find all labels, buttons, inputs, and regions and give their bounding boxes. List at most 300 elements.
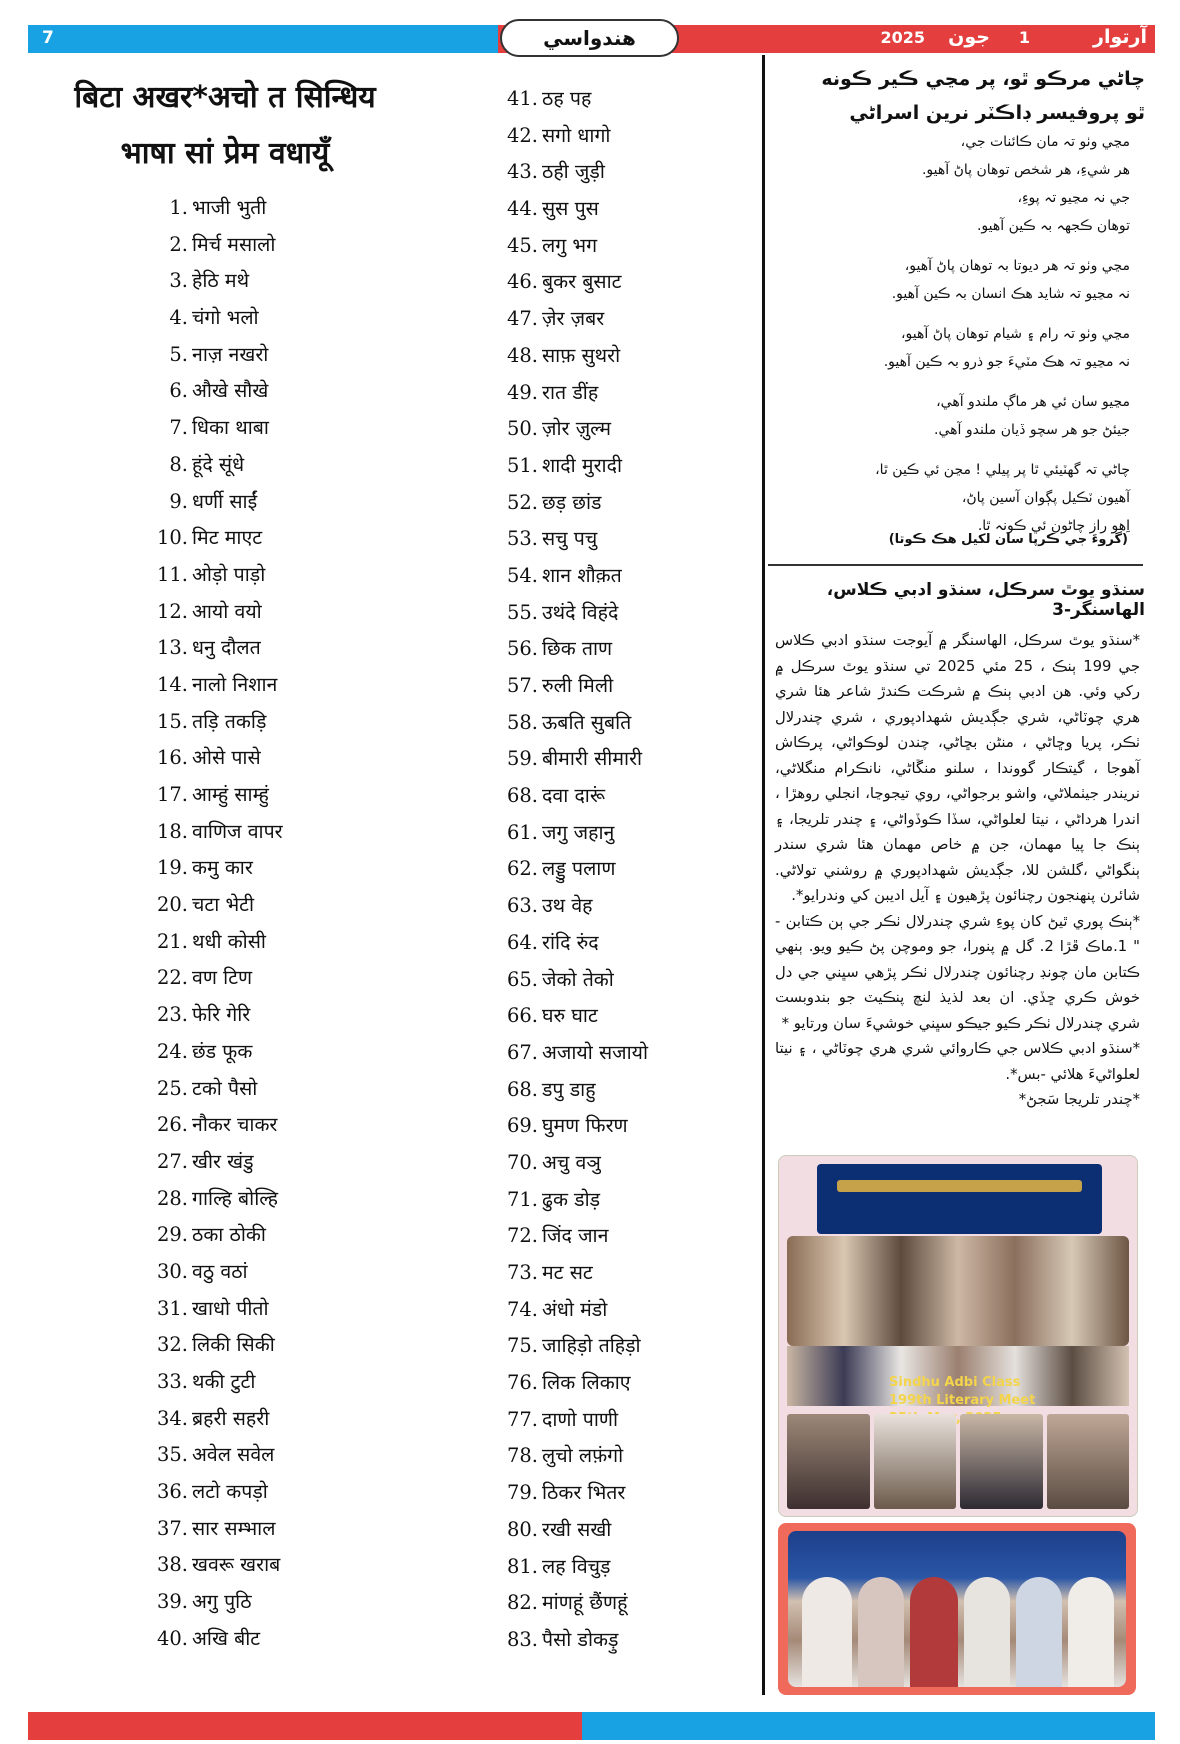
word-pair-item [150, 1547, 283, 1584]
word-pair-item [150, 1181, 283, 1218]
word-pair-number: 31. [156, 1296, 188, 1320]
word-pair-item [500, 264, 648, 301]
report-paragraph: *چندر تلريجا سَجڻ* [1018, 1091, 1140, 1108]
word-pair-text: आयो वयो [192, 599, 262, 623]
word-pair-number: 12. [156, 599, 188, 623]
word-pair-item [150, 960, 283, 997]
word-pair-item [500, 1438, 648, 1475]
word-pair-number: 14. [156, 672, 188, 696]
word-pair-item [150, 190, 283, 227]
book-release-photo [778, 1523, 1136, 1695]
word-pair-item [500, 521, 648, 558]
word-pair-text: दवा दारूं [542, 784, 606, 808]
word-pair-item [500, 998, 648, 1035]
poem-line: نہ مڃيو تہ شايد هڪ انسان بہ ڪين آهيو. [891, 286, 1130, 302]
word-pair-text: वठु वठां [192, 1259, 248, 1283]
word-pair-text: खवरू खराब [192, 1553, 281, 1577]
word-pair-number: 26. [156, 1113, 188, 1137]
report-paragraph: *ٻنڪ پوري ٿيڻ کان پوءِ شري چندرلال ٺڪر جي ٻن ڪتابن - " 1.ماڪ ڦڙا 2. گل ۾ پنورا، جو وموچن پڻ ڪيو ويو. ٻنهي ڪتابن مان چونڊ رچنائون چندرلال ٺڪر پڙهي سڀني جي دل خوش ڪري ڇڏي. ان بعد لذيذ لنچ پنڪيٽ جو بندوبست شري چندرلال ٺڪر ڪيو جيڪو سڀني خوشيءَ سان ورتايو * [775, 912, 1140, 1032]
poem-line: آهيون ٽڪيل پڳوان آسين پاڻ، [961, 490, 1130, 506]
bottom-color-bar [28, 1712, 1155, 1740]
word-pair-number: 68. [506, 1077, 538, 1101]
word-pair-number: 57. [506, 674, 538, 697]
word-pair-item [500, 778, 648, 815]
word-pair-text: शादी मुरादी [542, 453, 623, 477]
word-pair-item [500, 631, 648, 668]
word-pair-item [150, 1437, 283, 1474]
word-pair-item [500, 1108, 648, 1145]
word-pair-item [500, 925, 648, 962]
word-pair-number: 81. [506, 1554, 538, 1578]
word-pair-text: ठिकर भितर [542, 1481, 626, 1505]
word-pair-number: 17. [156, 783, 188, 806]
word-pair-text: लटो कपड़ो [192, 1480, 268, 1504]
word-pair-item [150, 630, 283, 667]
date-year: 2025 [880, 28, 925, 47]
word-pair-number: 19. [156, 856, 188, 880]
word-pair-text: बीमारी सीमारी [542, 747, 643, 771]
poem-line: چاڻي تہ گهٽيئي ٿا پر پيلي ! مڃن ئي ڪين ٿا، [875, 462, 1130, 478]
word-pair-text: ठह पह [542, 87, 592, 110]
word-pair-item [150, 1511, 283, 1548]
word-pair-number: 2. [169, 232, 188, 256]
word-pair-text: हूंदे सूंधे [192, 452, 245, 476]
word-pair-text: दाणो पाणी [542, 1407, 619, 1431]
word-pair-item [500, 1402, 648, 1439]
word-pair-item [500, 1328, 648, 1365]
word-pair-item [500, 1035, 648, 1072]
word-pair-number: 56. [506, 637, 538, 661]
word-pair-text: छंड फूक [192, 1039, 253, 1063]
word-pair-text: धनु दौलत [192, 636, 261, 660]
word-pair-number: 41. [506, 87, 538, 110]
word-pair-text: लुचो लफ़ंगो [542, 1444, 624, 1468]
word-pair-item [500, 1365, 648, 1402]
poem-line: مڃي وٺو تہ هر ديوتا بہ توهان پاڻ آهيو، [904, 258, 1130, 274]
word-pair-item [150, 484, 283, 521]
word-pair-text: उथ वेह [542, 894, 593, 918]
word-pair-item [500, 888, 648, 925]
word-pair-number: 80. [506, 1517, 538, 1541]
poem-stanza [770, 456, 1130, 540]
word-pair-number: 58. [506, 710, 538, 734]
word-pair-number: 71. [506, 1187, 538, 1211]
word-pair-text: थधी कोसी [192, 929, 266, 953]
word-pair-text: मांणहूं छैंणहूं [542, 1591, 628, 1615]
article-title-line2: भाषा सां प्रेम वधायूँ [120, 136, 330, 171]
word-pair-number: 1. [169, 196, 188, 219]
word-pair-number: 68. [506, 784, 538, 808]
poem-line: نہ مڃيو تہ هڪ مٽيءَ جو ذرو بہ ڪين آهيو. [883, 354, 1130, 370]
word-pair-number: 9. [169, 489, 188, 513]
word-pair-number: 42. [506, 123, 538, 147]
word-pair-number: 36. [156, 1480, 188, 1504]
word-pair-item [150, 1364, 283, 1401]
word-pair-item [150, 594, 283, 631]
report-title: سنڌو يوٿ سرڪل، سنڌو ادبي ڪلاس، الهاسنگر-3 [826, 580, 1145, 620]
word-pair-number: 45. [506, 233, 538, 257]
word-pair-item [150, 520, 283, 557]
word-pair-item [150, 1621, 283, 1658]
word-pair-text: घरु घाट [542, 1004, 598, 1028]
word-pair-text: जेको तेको [542, 967, 614, 991]
word-pair-item [500, 411, 648, 448]
word-pair-item [500, 118, 648, 155]
word-pair-text: अजायो सजायो [542, 1040, 649, 1064]
word-pair-number: 20. [156, 893, 188, 917]
word-pair-item [150, 1584, 283, 1621]
word-pair-number: 61. [506, 820, 538, 844]
word-pair-number: 37. [156, 1516, 188, 1540]
word-pair-number: 33. [156, 1370, 188, 1393]
poem-line: اِهو راز چاڻون ئي ڪونہ ٿا. [977, 518, 1130, 534]
word-pair-number: 43. [506, 160, 538, 184]
word-pair-text: कमु कार [192, 856, 253, 880]
word-pair-text: सुस पुस [542, 197, 599, 221]
report-body [775, 628, 1140, 1113]
event-photo-collage [778, 1155, 1138, 1517]
date-day: آرتوار [1093, 26, 1147, 48]
word-pair-item [150, 997, 283, 1034]
word-pair-text: लगु भग [542, 233, 598, 257]
word-pair-item [150, 447, 283, 484]
word-pair-number: 73. [506, 1261, 538, 1284]
poem-heading [770, 62, 1145, 130]
word-pair-number: 70. [506, 1150, 538, 1174]
word-pair-item [500, 301, 648, 338]
word-pair-number: 38. [156, 1553, 188, 1577]
word-pair-item [150, 1254, 283, 1291]
word-pair-text: लह विचुड़ [542, 1554, 611, 1578]
word-pair-number: 75. [506, 1334, 538, 1358]
report-paragraph: *سنڌو يوٿ سرڪل، الهاسنگر ۾ آيوجت سنڌو ادبي ڪلاس جي 199 ٻنڪ ، 25 مئي 2025 تي سنڌو يوٿ سرڪل ۾ رکي وئي. هن ادبي ٻنڪ ۾ شرڪت ڪندڙ شاعر هئا شري هري چوٽاڻي، شري جڳديش شهدادپوري ، شري چندرلال ٺڪر، پريا وڇاڻي ، منڻن بڇاڻي، چندن لوڪواڻي، پرڪاش آهوجا ، گيتڪار گووندا ، سلنو منڱاڻي، نانڪرام منگلاڻي، نريندر جيٺملاڻي، واشو برجواڻي، روي تيجوڃا، انجلي روهڙا ، اندرا هرداڻي ، نيتا لعلواڻي، سڏا ڪوڏواڻي، ۽ چندر تلريجا، ۽ ٻنڪ جا پيا مهمان، جن ۾ خاص مهمان هئا شري سندر ٻنگواڻي ،گلشن للا، جڳديش شهدادپوري ۾ روشني تولاڻي. شائرن پنهنجون رچنائون پڙهيون ۽ آيل اديبن کي وندرايو*. [775, 632, 1140, 904]
section-divider [768, 564, 1143, 566]
word-pair-text: धर्णी साईं [192, 489, 258, 513]
word-pair-text: साफ़ सुथरो [542, 343, 621, 367]
word-pair-text: ओड़ो पाड़ो [192, 562, 266, 586]
word-pair-item [150, 924, 283, 961]
word-pair-item [150, 887, 283, 924]
photo-tile [874, 1414, 957, 1509]
word-pair-item [500, 1255, 648, 1292]
word-pair-item [150, 410, 283, 447]
event-banner-image [817, 1164, 1102, 1234]
word-pair-item [500, 1072, 648, 1109]
word-pair-text: डपु डाहु [542, 1077, 596, 1101]
word-pair-number: 6. [169, 379, 188, 403]
word-pair-number: 25. [156, 1076, 188, 1100]
word-pair-number: 11. [156, 562, 188, 586]
word-pair-number: 34. [156, 1406, 188, 1430]
word-pair-text: अवेल सवेल [192, 1443, 275, 1467]
photo-tile [960, 1414, 1043, 1509]
word-pair-number: 32. [156, 1333, 188, 1357]
word-pair-number: 62. [506, 857, 538, 881]
word-pair-text: फेरि गेरि [192, 1003, 251, 1027]
poem-heading-line2: ٿو پروفيسر ڊاڪٽر نرين اسراڻي [849, 102, 1145, 124]
word-pair-text: लड्डु पलाण [542, 857, 616, 881]
word-pair-number: 7. [169, 416, 188, 440]
date-month: جون [948, 26, 990, 48]
word-pair-item [500, 962, 648, 999]
word-pair-number: 72. [506, 1224, 538, 1248]
word-pair-number: 74. [506, 1297, 538, 1321]
word-pair-text: आम्हुं साम्हुं [192, 783, 269, 806]
word-pair-text: सार सम्भाल [192, 1516, 276, 1540]
word-pair-item [150, 263, 283, 300]
word-pair-item [150, 1291, 283, 1328]
word-pair-item [150, 227, 283, 264]
word-pair-item [500, 191, 648, 228]
word-pair-number: 64. [506, 930, 538, 954]
word-pair-text: अचु वञु [542, 1150, 601, 1174]
word-pair-item [500, 595, 648, 632]
word-pair-text: घुमण फिरण [542, 1114, 628, 1138]
word-pair-text: रांदि रुंद [542, 930, 599, 954]
word-pair-number: 18. [156, 819, 188, 843]
word-pair-text: ढुक डोड़ [542, 1187, 601, 1211]
word-pair-text: खीर खंडु [192, 1149, 254, 1173]
word-pair-item [150, 740, 283, 777]
word-pair-item [150, 1401, 283, 1438]
poem-line: مڃيو سان ئي هر ماڳ ملندو آهي، [936, 394, 1130, 410]
word-pair-number: 39. [156, 1590, 188, 1614]
word-pair-text: थकी टुटी [192, 1370, 256, 1393]
word-pair-item [150, 1474, 283, 1511]
word-pair-item [150, 704, 283, 741]
word-pair-text: ब्रहरी सहरी [192, 1406, 270, 1430]
word-pair-number: 53. [506, 527, 538, 551]
word-pair-text: ठका ठोकी [192, 1223, 266, 1247]
word-pair-text: अखि बीट [192, 1626, 261, 1650]
word-pair-item [150, 1034, 283, 1071]
poem-line: جي نہ مڃيو تہ پوءِ، [1017, 190, 1130, 206]
word-pair-number: 5. [169, 342, 188, 366]
word-pair-text: धिका थाबा [192, 416, 269, 440]
word-pair-text: ओसे पासे [192, 746, 261, 770]
word-pair-item [500, 485, 648, 522]
photo-tile [787, 1414, 870, 1509]
newspaper-masthead: هندواسي [500, 19, 679, 57]
word-pair-text: टको पैसो [192, 1076, 258, 1100]
photo-tiles [787, 1414, 1129, 1509]
word-pair-list-column-2 [500, 81, 648, 1659]
word-pair-item [500, 1549, 648, 1586]
word-pair-number: 3. [169, 269, 188, 293]
word-pair-number: 29. [156, 1223, 188, 1247]
word-pair-item [150, 1217, 283, 1254]
poem-line: مڃي وٺو تہ رام ۽ شيام توهان پاڻ آهيو، [901, 326, 1130, 342]
word-pair-text: लिकी सिकी [192, 1333, 275, 1357]
word-pair-number: 67. [506, 1040, 538, 1064]
word-pair-text: वण टिण [192, 966, 253, 990]
word-pair-text: छड़ छांड [542, 490, 602, 514]
group-photo [787, 1236, 1129, 1346]
word-pair-number: 49. [506, 380, 538, 404]
word-pair-text: गाल्हि बोल्हि [192, 1186, 279, 1210]
word-pair-number: 24. [156, 1039, 188, 1063]
word-pair-text: औखे सौखे [192, 379, 269, 403]
word-pair-item [500, 851, 648, 888]
word-pair-number: 78. [506, 1444, 538, 1468]
word-pair-text: नाज़ नखरो [192, 342, 269, 366]
word-pair-item [500, 1218, 648, 1255]
word-pair-item [500, 1182, 648, 1219]
word-pair-text: मिर्च मसालो [192, 232, 276, 256]
word-pair-item [500, 448, 648, 485]
word-pair-item [500, 1475, 648, 1512]
word-pair-number: 50. [506, 417, 538, 441]
word-pair-item [150, 814, 283, 851]
word-pair-item [500, 1622, 648, 1659]
word-pair-text: सगो धागो [542, 123, 611, 147]
article-title-line1: बिटा अखर*अचो त सिन्धिय [74, 80, 376, 115]
photo-tile [1047, 1414, 1130, 1509]
word-pair-item [150, 557, 283, 594]
word-pair-text: छिक ताण [542, 637, 613, 661]
word-pair-text: नालो निशान [192, 672, 278, 696]
word-pair-text: जिंद जान [542, 1224, 609, 1248]
word-pair-number: 51. [506, 453, 538, 477]
word-pair-text: जाहिड़ो तहिड़ो [542, 1334, 641, 1358]
book-release-photo-image [788, 1531, 1126, 1687]
page-number: 7 [42, 28, 54, 48]
word-pair-number: 4. [169, 306, 188, 330]
word-pair-text: अगु पुठि [192, 1590, 252, 1614]
word-pair-item [150, 667, 283, 704]
word-pair-number: 48. [506, 343, 538, 367]
word-pair-text: पैसो डोकड़ु [542, 1627, 619, 1651]
word-pair-text: रुली मिली [542, 674, 614, 697]
word-pair-list-column-1 [150, 190, 283, 1658]
report-paragraph: *سنڌو ادبي ڪلاس جي ڪاروائي شري هري چوٽاڻي ، ۽ نيتا لعلواڻيءَ هلائي -بس*. [775, 1040, 1140, 1083]
word-pair-number: 69. [506, 1114, 538, 1138]
word-pair-text: रात डींह [542, 380, 599, 404]
word-pair-number: 28. [156, 1186, 188, 1210]
word-pair-number: 13. [156, 636, 188, 660]
word-pair-item [500, 741, 648, 778]
word-pair-text: नौकर चाकर [192, 1113, 278, 1137]
word-pair-item [150, 373, 283, 410]
word-pair-text: ज़ेर ज़बर [542, 307, 605, 331]
word-pair-text: भाजी भुती [192, 196, 267, 219]
word-pair-text: चंगो भलो [192, 306, 259, 330]
word-pair-item [150, 777, 283, 814]
word-pair-item [500, 1145, 648, 1182]
word-pair-text: चटा भेटी [192, 893, 255, 917]
word-pair-number: 76. [506, 1371, 538, 1395]
word-pair-number: 27. [156, 1149, 188, 1173]
word-pair-text: रखी सखी [542, 1517, 612, 1541]
poem-stanza [770, 252, 1130, 308]
word-pair-number: 8. [169, 452, 188, 476]
word-pair-number: 16. [156, 746, 188, 770]
word-pair-item [150, 850, 283, 887]
word-pair-number: 65. [506, 967, 538, 991]
word-pair-number: 44. [506, 197, 538, 221]
word-pair-item [500, 705, 648, 742]
word-pair-item [500, 558, 648, 595]
word-pair-text: बुकर बुसाट [542, 270, 622, 294]
poem-body [770, 128, 1130, 552]
word-pair-number: 54. [506, 563, 538, 587]
word-pair-number: 35. [156, 1443, 188, 1467]
poem-line: توهان ڪجهہ بہ ڪين آهيو. [976, 218, 1130, 234]
word-pair-text: सचु पचु [542, 527, 598, 551]
word-pair-number: 63. [506, 894, 538, 918]
word-pair-text: शान शौक़त [542, 563, 622, 587]
word-pair-item [150, 1144, 283, 1181]
word-pair-number: 55. [506, 600, 538, 624]
word-pair-item [500, 815, 648, 852]
word-pair-item [500, 1292, 648, 1329]
poem-line: جيئڻ جو هر سچو ڏيان ملندو آهي. [934, 422, 1130, 438]
word-pair-number: 82. [506, 1591, 538, 1615]
word-pair-number: 66. [506, 1004, 538, 1028]
word-pair-item [150, 1071, 283, 1108]
poem-signature: (گروءَ جي ڪرپا سان لکيل هڪ ڪوتا) [888, 532, 1128, 547]
word-pair-text: मिट माएट [192, 526, 263, 550]
poem-line: هر شيءِ، هر شخص توهان پاڻ آهيو. [921, 162, 1130, 178]
poem-line: مڃي وٺو تہ مان ڪائنات جي، [960, 134, 1130, 150]
word-pair-item [150, 1327, 283, 1364]
word-pair-number: 15. [156, 709, 188, 733]
word-pair-text: जगु जहानु [542, 820, 615, 844]
date-number: 1 [1018, 28, 1030, 47]
word-pair-text: हेठि मथे [192, 269, 250, 293]
word-pair-number: 22. [156, 966, 188, 990]
word-pair-number: 79. [506, 1481, 538, 1505]
poem-stanza [770, 388, 1130, 444]
word-pair-number: 10. [156, 526, 188, 550]
word-pair-item [500, 154, 648, 191]
word-pair-item [150, 1107, 283, 1144]
word-pair-number: 59. [506, 747, 538, 771]
word-pair-number: 47. [506, 307, 538, 331]
word-pair-number: 30. [156, 1259, 188, 1283]
word-pair-item [150, 337, 283, 374]
photo-caption: Sindhu Adbi Class 199th Literary Meet [889, 1375, 1036, 1408]
word-pair-number: 23. [156, 1003, 188, 1027]
word-pair-text: उथंदे विहंदे [542, 600, 619, 624]
word-pair-text: अंधो मंडो [542, 1297, 608, 1321]
word-pair-text: तड़ि तकड़ि [192, 709, 267, 733]
word-pair-number: 77. [506, 1407, 538, 1431]
word-pair-item [500, 228, 648, 265]
poem-stanza [770, 320, 1130, 376]
column-divider [762, 55, 765, 1695]
word-pair-text: लिक लिकाए [542, 1371, 631, 1395]
word-pair-item [500, 1585, 648, 1622]
word-pair-text: वाणिज वापर [192, 819, 283, 843]
word-pair-item [500, 338, 648, 375]
word-pair-item [500, 81, 648, 118]
word-pair-text: ठही जुड़ी [542, 160, 605, 184]
word-pair-text: ज़ोर ज़ुल्म [542, 417, 611, 441]
word-pair-number: 52. [506, 490, 538, 514]
poem-heading-line1: چاڻي مرڪو ٿو، پر مڃي ڪير ڪونه [821, 68, 1145, 90]
article-title [40, 70, 410, 182]
word-pair-item [500, 1512, 648, 1549]
word-pair-item [500, 375, 648, 412]
word-pair-number: 46. [506, 270, 538, 294]
word-pair-text: ऊबति सुबति [542, 710, 632, 734]
word-pair-number: 83. [506, 1627, 538, 1651]
word-pair-item [150, 300, 283, 337]
word-pair-text: खाधो पीतो [192, 1296, 269, 1320]
word-pair-text: मट सट [542, 1261, 593, 1284]
word-pair-item [500, 668, 648, 705]
